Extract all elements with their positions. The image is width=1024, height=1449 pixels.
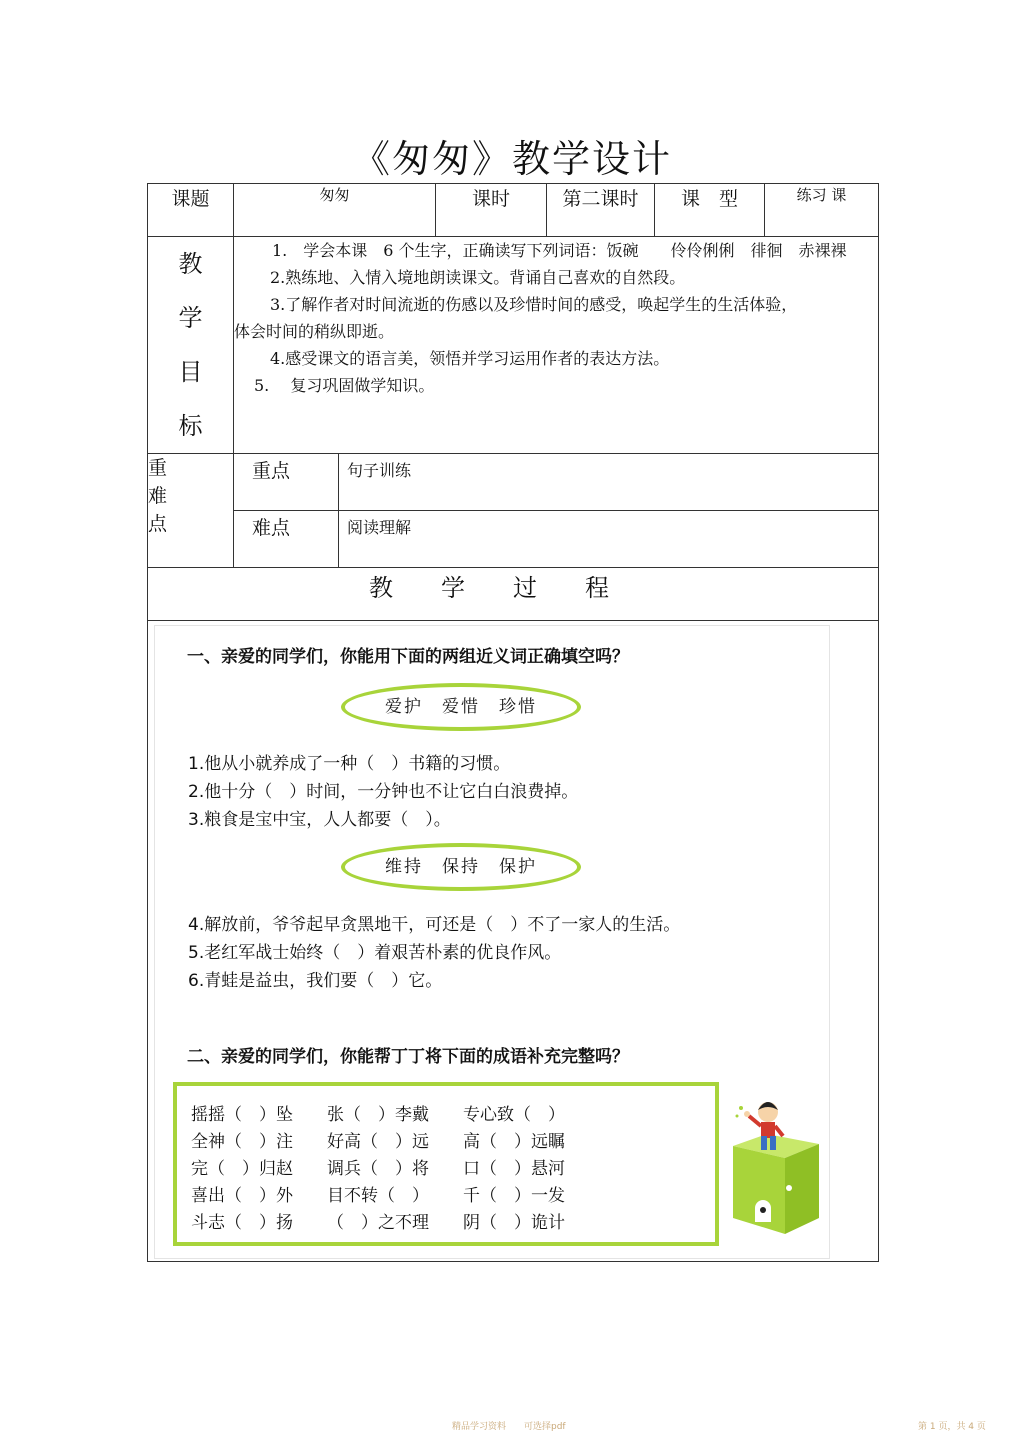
page-title: 《匆匆》教学设计 xyxy=(351,137,672,181)
lesson-plan-table xyxy=(147,183,879,1262)
footer-left: 精品学习资料 可选择pdf xyxy=(452,1422,566,1432)
key-label: 重点 xyxy=(234,454,339,511)
topic-label: 课题 xyxy=(148,184,234,237)
process-row xyxy=(148,568,879,621)
idiom: 张（ ）李戴 xyxy=(327,1105,429,1125)
objectives-list xyxy=(234,237,879,454)
idiom: 斗志（ ）扬 xyxy=(191,1213,293,1233)
sentence: 6.青蛙是益虫，我们要（ ）它。 xyxy=(188,971,443,991)
header-row xyxy=(148,184,879,237)
objectives-label: 教 学 目 标 xyxy=(148,237,234,454)
idiom: 高（ ）远瞩 xyxy=(463,1132,565,1152)
objective-item: 3.了解作者对时间流逝的伤感以及珍惜时间的感受，唤起学生的生活体验， xyxy=(270,295,798,314)
idiom: 全神（ ）注 xyxy=(191,1132,293,1152)
sentence: 4.解放前，爷爷起早贪黑地干，可还是（ ）不了一家人的生活。 xyxy=(188,915,681,935)
idiom: 专心致（ ） xyxy=(463,1105,565,1125)
idiom-row xyxy=(191,1127,599,1152)
period-label: 课时 xyxy=(436,184,547,237)
period-value: 第二课时 xyxy=(547,184,655,237)
type-label: 课 型 xyxy=(655,184,765,237)
idiom: 目不转（ ） xyxy=(327,1186,429,1206)
question-2: 二、亲爱的同学们，你能帮丁丁将下面的成语补充完整吗？ xyxy=(187,1047,629,1067)
boy-on-box-illustration xyxy=(727,1088,823,1238)
difficult-value: 阅读理解 xyxy=(339,511,879,568)
word-group-2: 维持 保持 保护 xyxy=(341,843,581,891)
type-value: 练习 课 xyxy=(765,184,879,237)
idiom: 调兵（ ）将 xyxy=(327,1159,429,1179)
sentence: 1.他从小就养成了一种（ ）书籍的习惯。 xyxy=(188,754,511,774)
question-1: 一、亲爱的同学们，你能用下面的两组近义词正确填空吗？ xyxy=(187,647,629,667)
footer-right: 第 1 页，共 4 页 xyxy=(918,1422,986,1432)
objectives-row xyxy=(148,237,879,454)
sentence: 5.老红军战士始终（ ）着艰苦朴素的优良作风。 xyxy=(188,943,562,963)
idiom-row xyxy=(191,1100,599,1125)
objective-item: 1. 学会本课 6 个生字，正确读写下列词语：饭碗 伶伶俐俐 徘徊 赤裸裸 xyxy=(272,241,847,260)
idiom: 完（ ）归赵 xyxy=(191,1159,293,1179)
objective-item: 2.熟练地、入情入境地朗读课文。背诵自己喜欢的自然段。 xyxy=(270,268,686,287)
key-value: 句子训练 xyxy=(339,454,879,511)
exercise-area xyxy=(148,621,878,1261)
idiom-row xyxy=(191,1208,599,1233)
objective-item: 5. 复习巩固做学知识。 xyxy=(254,376,435,395)
process-heading: 教学过程 xyxy=(148,568,879,621)
idiom: （ ）之不理 xyxy=(327,1213,429,1233)
content-row xyxy=(148,621,879,1262)
word-group-1: 爱护 爱惜 珍惜 xyxy=(341,683,581,731)
idiom-box xyxy=(173,1082,719,1246)
objective-item: 体会时间的稍纵即逝。 xyxy=(234,322,395,341)
idiom-row xyxy=(191,1181,599,1206)
idiom: 千（ ）一发 xyxy=(463,1186,565,1206)
difficult-row xyxy=(148,511,879,568)
topic-value: 匆匆 xyxy=(234,184,436,237)
exercise-image xyxy=(154,625,830,1259)
sentence: 3.粮食是宝中宝，人人都要（ ）。 xyxy=(188,810,451,830)
idiom: 好高（ ）远 xyxy=(327,1132,429,1152)
key-difficult-label: 重 难 点 xyxy=(148,454,234,568)
idiom-row xyxy=(191,1154,599,1179)
idiom: 阴（ ）诡计 xyxy=(463,1213,565,1233)
idiom: 摇摇（ ）坠 xyxy=(191,1105,293,1125)
idiom: 口（ ）悬河 xyxy=(463,1159,565,1179)
objective-item: 4.感受课文的语言美，领悟并学习运用作者的表达方法。 xyxy=(270,349,670,368)
idiom: 喜出（ ）外 xyxy=(191,1186,293,1206)
difficult-label: 难点 xyxy=(234,511,339,568)
sentence: 2.他十分（ ）时间，一分钟也不让它白白浪费掉。 xyxy=(188,782,579,802)
key-row xyxy=(148,454,879,511)
